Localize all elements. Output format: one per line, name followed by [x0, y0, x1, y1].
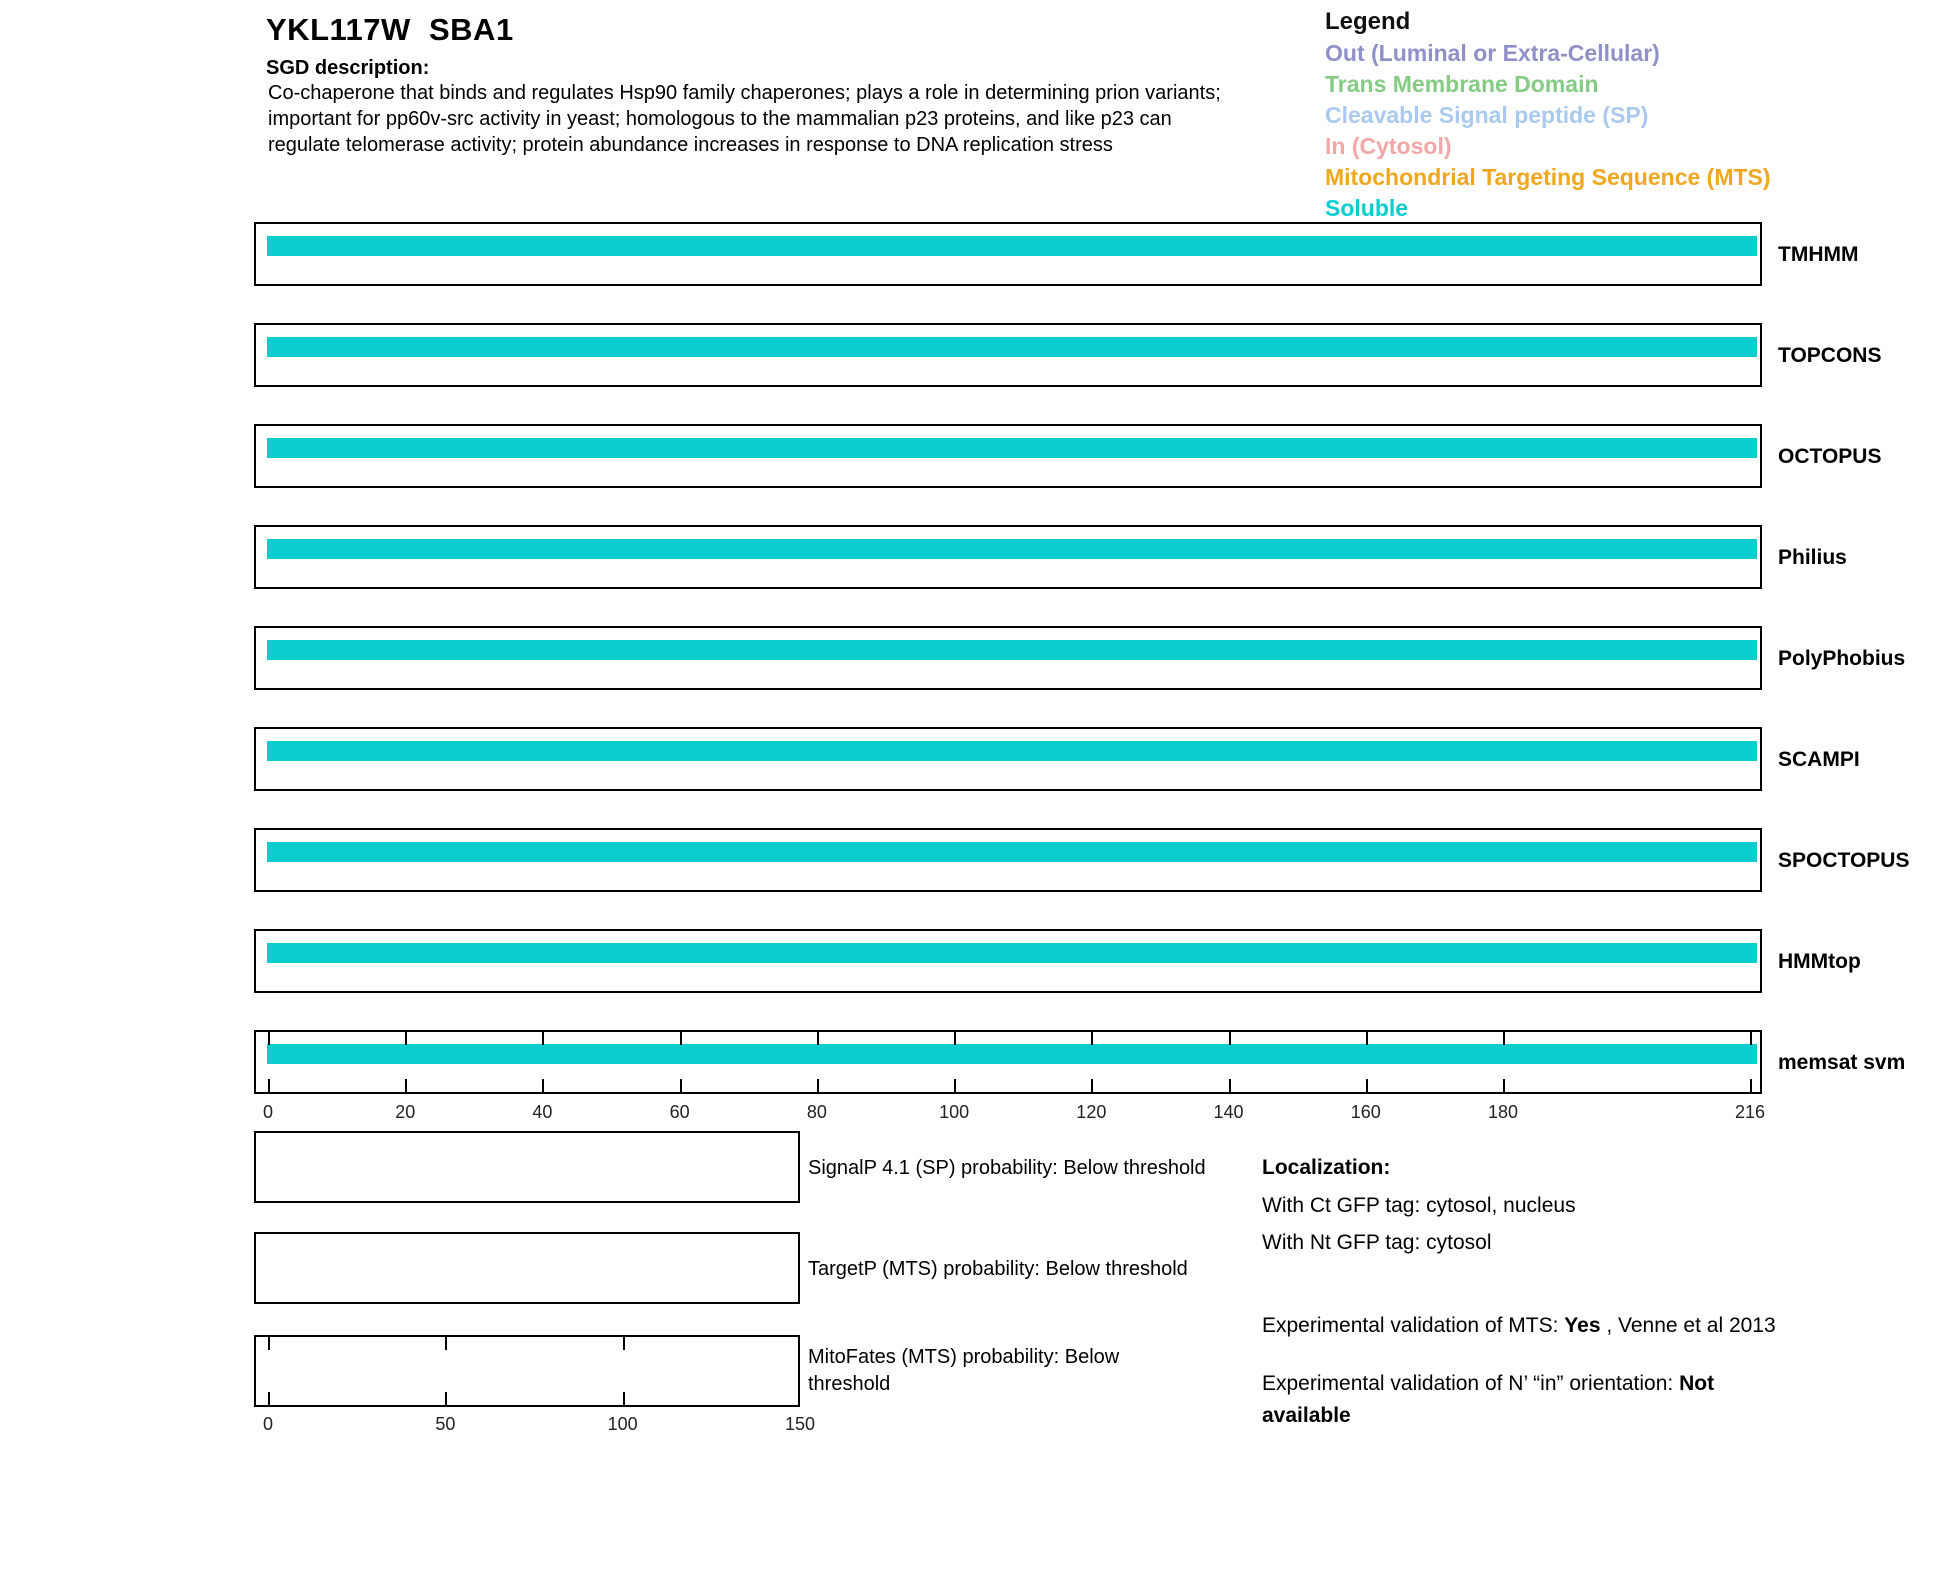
track-label-philius: Philius — [1778, 546, 1847, 569]
legend-item-trans-membrane-domain: Trans Membrane Domain — [1325, 71, 1599, 97]
track-plot-octopus — [254, 424, 1762, 488]
residue-axis-label-160: 160 — [1350, 1102, 1381, 1122]
axis-tick — [268, 1032, 270, 1045]
track-plot-hmmtop — [254, 929, 1762, 993]
legend-title: Legend — [1325, 8, 1411, 35]
plot-label-line: TargetP (MTS) probability: Below threshold — [808, 1258, 1188, 1280]
axis-tick — [1366, 1032, 1368, 1045]
track-plot-memsat-svm — [254, 1030, 1762, 1094]
soluble-segment-bar — [267, 640, 1757, 660]
soluble-segment-bar — [267, 236, 1757, 256]
mts-validation-citation: , Venne et al 2013 — [1600, 1314, 1776, 1337]
legend-item-mitochondrial-targeting-sequence-mts: Mitochondrial Targeting Sequence (MTS) — [1325, 164, 1771, 190]
soluble-segment-bar — [267, 943, 1757, 963]
axis-tick — [954, 1032, 956, 1045]
sgd-description-line: important for pp60v-src activity in yeast; homologous to the mammalian p23 proteins, and like p23 can — [268, 108, 1172, 130]
axis-tick — [445, 1337, 447, 1350]
sgd-description-line: regulate telomerase activity; protein abundance increases in response to DNA replication stress — [268, 134, 1113, 156]
track-label-polyphobius: PolyPhobius — [1778, 647, 1906, 670]
track-label-scampi: SCAMPI — [1778, 748, 1860, 771]
orientation-validation-value: Not available — [1262, 1372, 1715, 1427]
residue-axis-label-40: 40 — [532, 1102, 553, 1122]
legend-items — [1325, 38, 1771, 224]
residue-axis-label-216: 216 — [1734, 1102, 1766, 1122]
axis-tick — [1229, 1079, 1231, 1092]
residue-axis-label-0: 0 — [262, 1102, 274, 1122]
soluble-segment-bar — [267, 539, 1757, 559]
mts-validation-prefix: Experimental validation of MTS: — [1262, 1314, 1565, 1337]
axis-tick — [268, 1079, 270, 1092]
axis-tick — [405, 1079, 407, 1092]
axis-tick — [680, 1032, 682, 1045]
sgd-description-text — [268, 80, 1221, 158]
axis-tick — [268, 1392, 270, 1405]
track-plot-spoctopus — [254, 828, 1762, 892]
track-plot-topcons — [254, 323, 1762, 387]
residue-axis-label-120: 120 — [1076, 1102, 1107, 1122]
axis-tick — [405, 1032, 407, 1045]
signalp-plot-box — [254, 1131, 800, 1203]
plot-label-line: SignalP 4.1 (SP) probability: Below threshold — [808, 1157, 1206, 1179]
plot-label-line: threshold — [808, 1373, 891, 1395]
track-label-memsat-svm: memsat svm — [1778, 1051, 1906, 1074]
axis-tick — [1750, 1032, 1752, 1045]
soluble-segment-bar — [267, 438, 1757, 458]
residue-axis-label-100: 100 — [939, 1102, 970, 1122]
residue-axis-label-60: 60 — [669, 1102, 690, 1122]
orientation-validation-prefix: Experimental validation of N’ “in” orientation: — [1262, 1372, 1680, 1395]
axis-tick — [445, 1392, 447, 1405]
localization-nt-gfp: With Nt GFP tag: cytosol — [1262, 1231, 1492, 1254]
track-label-topcons: TOPCONS — [1778, 344, 1882, 367]
residue-axis-label-20: 20 — [395, 1102, 416, 1122]
axis-tick — [954, 1079, 956, 1092]
mitofates-plot-label — [808, 1344, 1119, 1398]
targetp-plot-box — [254, 1232, 800, 1304]
targetp-plot-label — [808, 1256, 1188, 1283]
legend-item-out-luminal-or-extra-cellular: Out (Luminal or Extra-Cellular) — [1325, 40, 1660, 66]
sgd-description-heading: SGD description: — [266, 57, 430, 79]
axis-tick — [1366, 1079, 1368, 1092]
track-label-spoctopus: SPOCTOPUS — [1778, 849, 1910, 872]
axis-tick — [1091, 1079, 1093, 1092]
legend-item-in-cytosol: In (Cytosol) — [1325, 133, 1452, 159]
localization-heading: Localization: — [1262, 1156, 1391, 1179]
track-plot-tmhmm — [254, 222, 1762, 286]
residue-axis-label-180: 180 — [1487, 1102, 1519, 1122]
legend-item-soluble: Soluble — [1325, 195, 1409, 221]
axis-tick — [1229, 1032, 1231, 1045]
sgd-description-line: Co-chaperone that binds and regulates Hsp90 family chaperones; plays a role in determining prion variants; — [268, 82, 1221, 104]
page-title: YKL117W SBA1 — [266, 12, 514, 47]
localization-ct-gfp: With Ct GFP tag: cytosol, nucleus — [1262, 1194, 1576, 1217]
axis-tick — [817, 1079, 819, 1092]
plot-label-line: MitoFates (MTS) probability: Below — [808, 1346, 1120, 1368]
mts-validation-line — [1262, 1310, 1902, 1342]
axis-tick — [1091, 1032, 1093, 1045]
axis-tick — [1503, 1032, 1505, 1045]
track-label-octopus: OCTOPUS — [1778, 445, 1882, 468]
axis-tick — [623, 1337, 625, 1350]
probability-axis-label-50: 50 — [435, 1414, 456, 1434]
axis-tick — [542, 1079, 544, 1092]
soluble-segment-bar — [267, 741, 1757, 761]
axis-tick — [268, 1337, 270, 1350]
mts-validation-value: Yes — [1564, 1314, 1601, 1337]
axis-tick — [542, 1032, 544, 1045]
track-plot-philius — [254, 525, 1762, 589]
probability-axis-label-150: 150 — [784, 1414, 816, 1434]
axis-tick — [1503, 1079, 1505, 1092]
probability-axis-label-0: 0 — [262, 1414, 274, 1434]
axis-tick — [623, 1392, 625, 1405]
mitofates-plot-box — [254, 1335, 800, 1407]
residue-axis-label-140: 140 — [1213, 1102, 1244, 1122]
probability-axis-label-100: 100 — [607, 1414, 638, 1434]
soluble-segment-bar — [267, 337, 1757, 357]
axis-tick — [1750, 1079, 1752, 1092]
track-label-hmmtop: HMMtop — [1778, 950, 1861, 973]
orientation-validation-line — [1262, 1368, 1807, 1432]
track-plot-scampi — [254, 727, 1762, 791]
soluble-segment-bar — [267, 1044, 1757, 1064]
axis-tick — [680, 1079, 682, 1092]
soluble-segment-bar — [267, 842, 1757, 862]
signalp-plot-label — [808, 1155, 1206, 1182]
track-plot-polyphobius — [254, 626, 1762, 690]
residue-axis-label-80: 80 — [806, 1102, 827, 1122]
legend-item-cleavable-signal-peptide-sp: Cleavable Signal peptide (SP) — [1325, 102, 1649, 128]
track-label-tmhmm: TMHMM — [1778, 243, 1859, 266]
legend — [1325, 6, 1771, 224]
axis-tick — [817, 1032, 819, 1045]
